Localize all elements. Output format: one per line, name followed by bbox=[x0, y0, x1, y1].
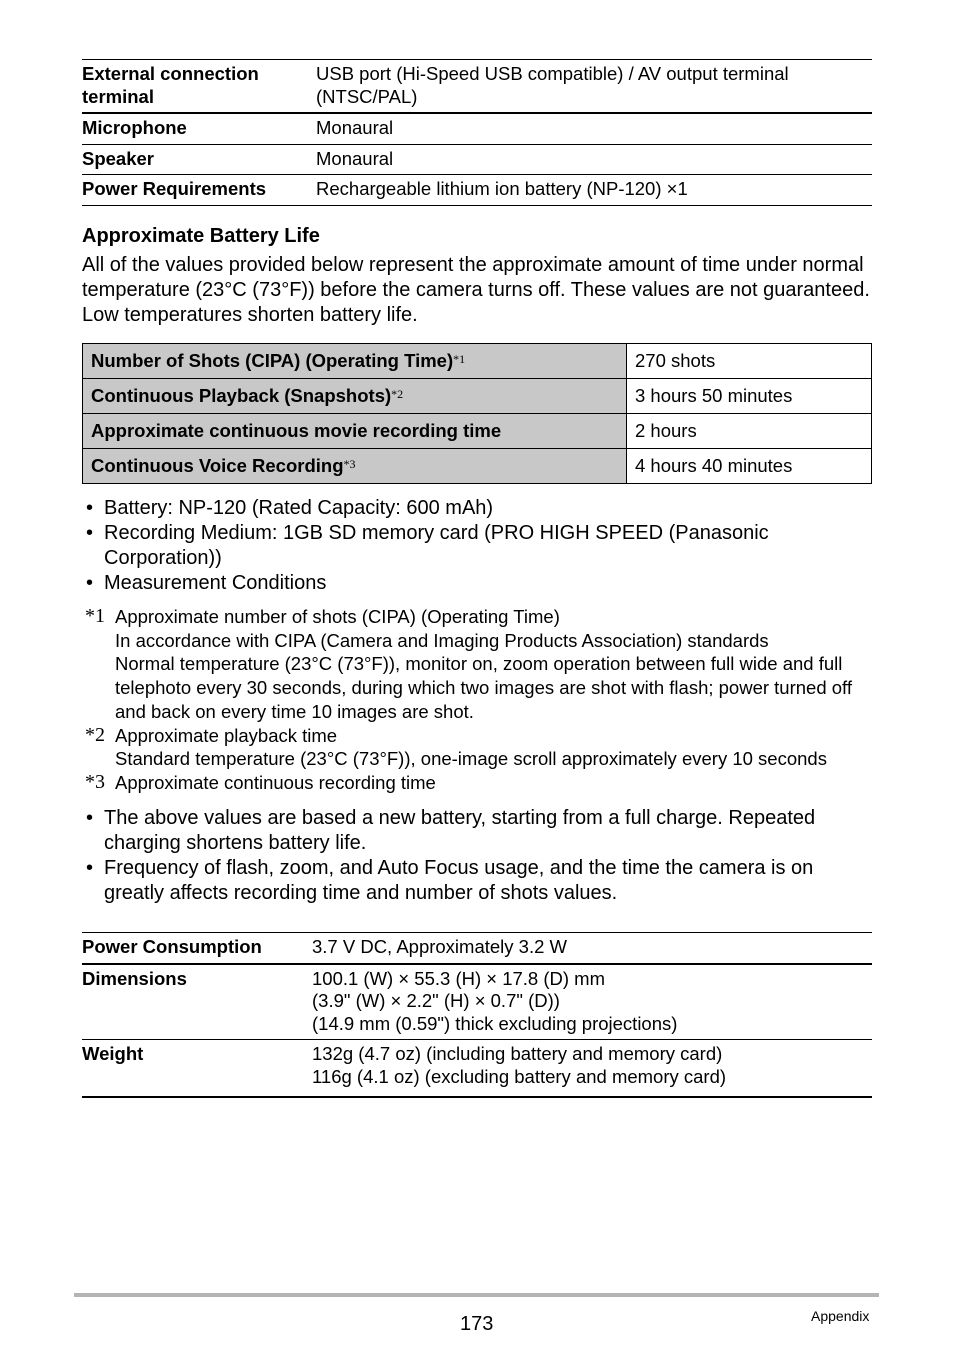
notes-bullets bbox=[82, 806, 872, 906]
battery-value: 4 hours 40 minutes bbox=[627, 449, 872, 484]
spec-value: USB port (Hi-Speed USB compatible) / AV output terminal (NTSC/PAL) bbox=[316, 63, 789, 107]
intro-paragraph: All of the values provided below represent the approximate amount of time under normal temperature (23°C (73°F)) before the camera turns off. These values are not guaranteed. Low temperatures shorten battery life. bbox=[82, 254, 870, 326]
spec-label: Dimensions bbox=[82, 967, 187, 989]
footnote-ref: *3 bbox=[343, 457, 356, 471]
measurement-bullets bbox=[82, 496, 872, 596]
list-item: • Recording Medium: 1GB SD memory card (PRO HIGH SPEED (Panasonic Corporation)) bbox=[86, 522, 769, 569]
spec-label: Power Consumption bbox=[82, 936, 262, 957]
spec-value: 3.7 V DC, Approximately 3.2 W bbox=[312, 936, 567, 957]
footnote-mark: *1 bbox=[85, 605, 105, 627]
spec-label: Speaker bbox=[82, 147, 154, 169]
battery-label: Approximate continuous movie recording time bbox=[83, 414, 627, 449]
spec-value: 100.1 (W) × 55.3 (H) × 17.8 (D) mm (3.9" (W) × 2.2" (H) × 0.7" (D)) (14.9 mm (0.59") thick excluding projections) bbox=[312, 967, 678, 1034]
battery-value: 3 hours 50 minutes bbox=[627, 379, 872, 414]
battery-row bbox=[83, 379, 872, 414]
spec-value: Monaural bbox=[316, 147, 394, 169]
spec-row bbox=[82, 933, 872, 964]
spec-value: 132g (4.7 oz) (including battery and memory card) 116g (4.1 oz) (excluding battery and memory card) bbox=[312, 1043, 727, 1087]
footnote-mark: *3 bbox=[85, 770, 105, 793]
footnote-ref: *2 bbox=[391, 387, 404, 401]
footnote: *1 Approximate number of shots (CIPA) (Operating Time) In accordance with CIPA (Camera and Imaging Products Association) standards Normal temperature (23°C (73°F)), monitor on, zoom operation between full wide and full telephoto every 30 seconds, during which two images are shot with flash; power turned off and back on every time 10 images are shot. bbox=[85, 605, 852, 722]
spec-value: Monaural bbox=[316, 117, 394, 138]
spec-row bbox=[82, 175, 872, 206]
spec-row bbox=[82, 1040, 872, 1098]
battery-value: 2 hours bbox=[627, 414, 872, 449]
spec-label: Microphone bbox=[82, 117, 187, 138]
footnote-ref: *1 bbox=[453, 352, 466, 366]
footnotes bbox=[82, 605, 882, 795]
section-label: Appendix bbox=[811, 1308, 870, 1324]
spec-label: Weight bbox=[82, 1043, 144, 1064]
battery-row bbox=[83, 449, 872, 484]
battery-label: Continuous Playback (Snapshots)$^{*2}$ bbox=[83, 379, 627, 414]
spec-row bbox=[82, 964, 872, 1040]
spec-label: External connection terminal bbox=[82, 63, 259, 107]
footnote-mark: *2 bbox=[85, 723, 105, 746]
spec-label: Power Requirements bbox=[82, 178, 267, 199]
battery-label: Continuous Voice Recording$^{*3}$ bbox=[83, 449, 627, 484]
footnote: *2 Approximate playback time Standard temperature (23°C (73°F)), one-image scroll approximately every 10 seconds bbox=[85, 723, 827, 770]
spec-row bbox=[82, 60, 872, 114]
list-item: • Battery: NP-120 (Rated Capacity: 600 mAh) bbox=[86, 497, 494, 519]
battery-value: 270 shots bbox=[627, 344, 872, 379]
section-heading: Approximate Battery Life bbox=[82, 225, 320, 247]
spec-value: Rechargeable lithium ion battery (NP-120) ×1 bbox=[316, 178, 688, 199]
battery-label: Number of Shots (CIPA) (Operating Time)$^{*1}$ bbox=[83, 344, 627, 379]
battery-life-table bbox=[82, 343, 872, 484]
spec-table-connections bbox=[82, 59, 872, 206]
spec-row bbox=[82, 144, 872, 175]
list-item: • Measurement Conditions bbox=[86, 572, 327, 594]
spec-row bbox=[82, 113, 872, 144]
footer-divider bbox=[74, 1293, 879, 1297]
list-item: • The above values are based a new battery, starting from a full charge. Repeated charging shortens battery life. bbox=[86, 807, 816, 854]
battery-row bbox=[83, 344, 872, 379]
battery-row bbox=[83, 414, 872, 449]
footnote: *3 Approximate continuous recording time bbox=[85, 770, 436, 793]
spec-table-physical bbox=[82, 932, 872, 1098]
page-number: 173 bbox=[460, 1313, 494, 1335]
list-item: • Frequency of flash, zoom, and Auto Focus usage, and the time the camera is on greatly affects recording time and number of shots values. bbox=[86, 857, 814, 904]
